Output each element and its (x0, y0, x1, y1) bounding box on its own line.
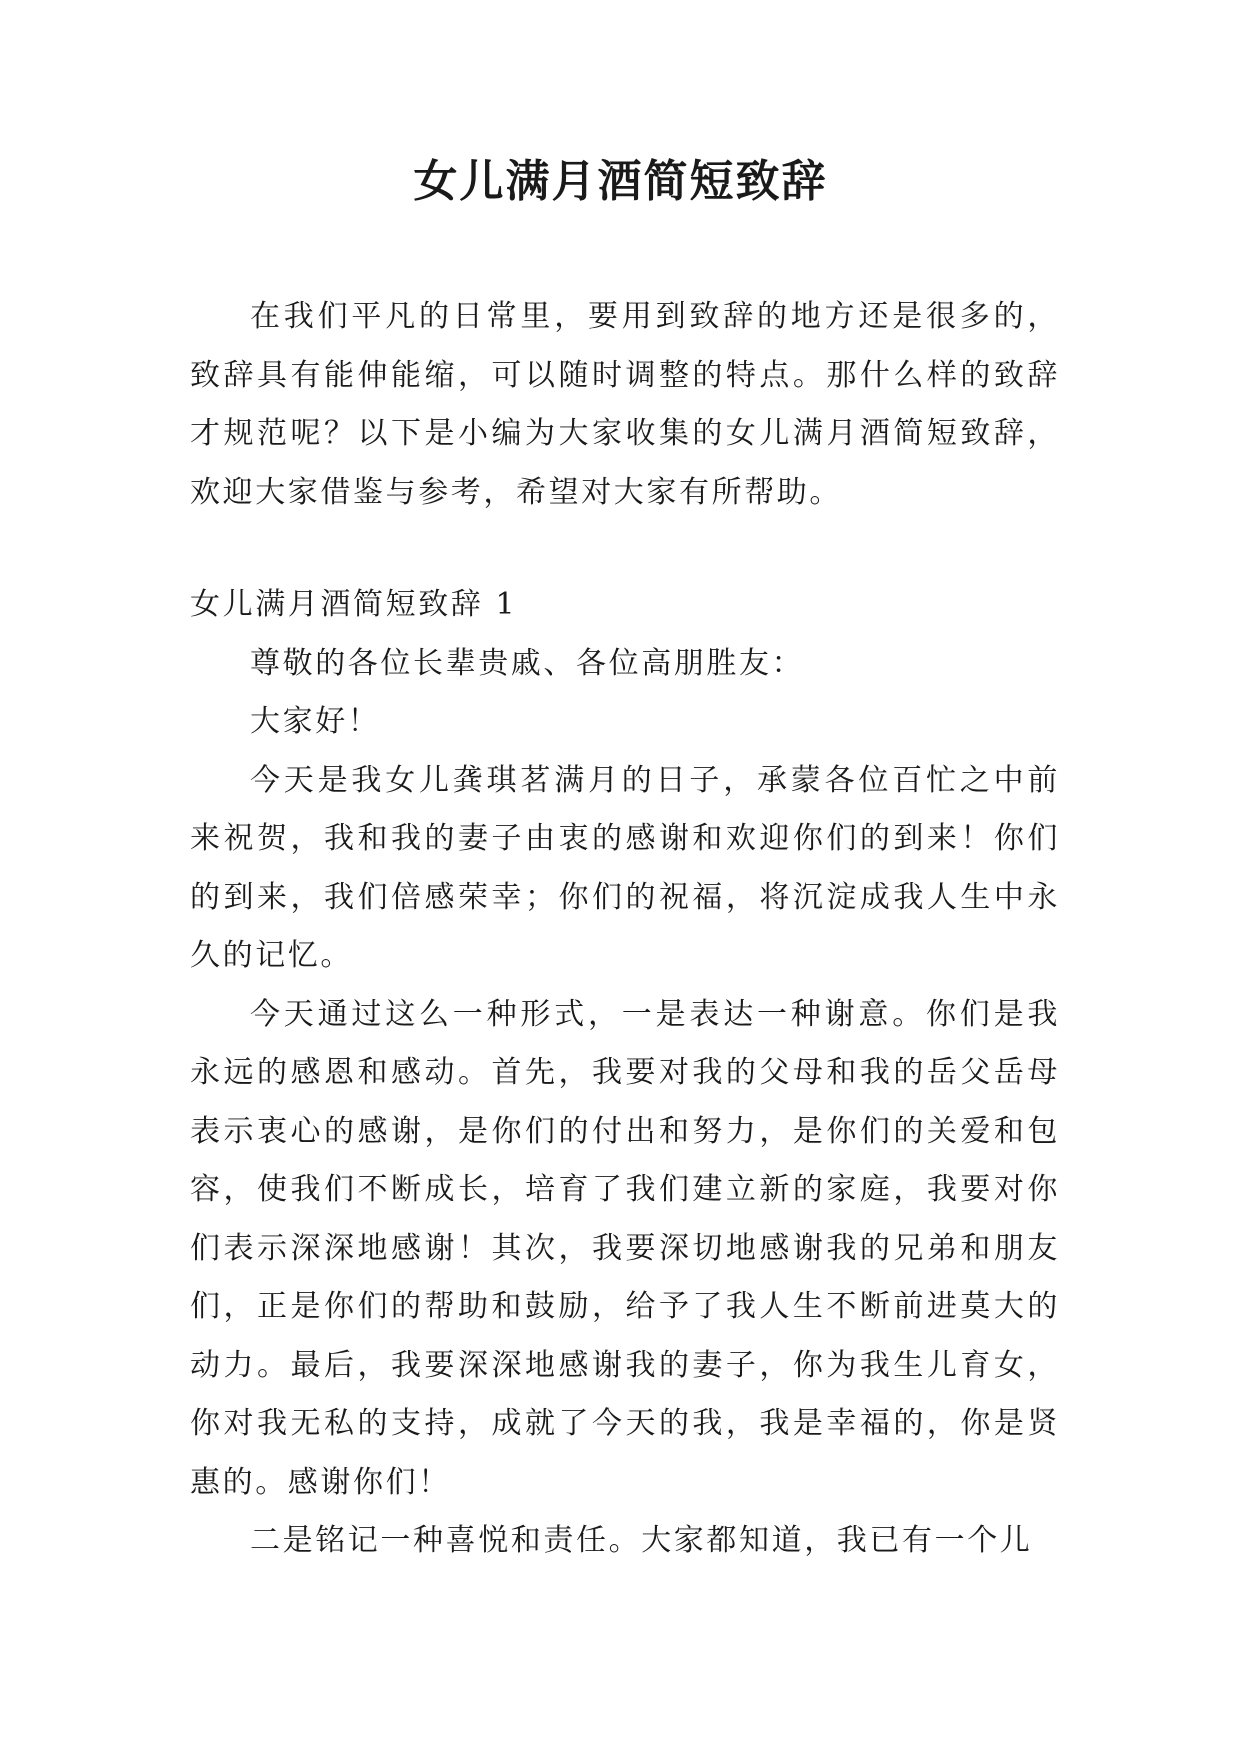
body-paragraph: 二是铭记一种喜悦和责任。大家都知道，我已有一个儿 (250, 1523, 1033, 1558)
salutation-paragraph: 尊敬的各位长辈贵戚、各位高朋胜友： (250, 645, 805, 681)
intro-paragraph: 在我们平凡的日常里，要用到致辞的地方还是很多的，致辞具有能伸能缩，可以随时调整的特点。那什么样的致辞才规范呢？以下是小编为大家收集的女儿满月酒简短致辞，欢迎大家借鉴与参考，希望对大家有所帮助。 (190, 299, 1060, 510)
body-paragraph: 今天通过这么一种形式，一是表达一种谢意。你们是我永远的感恩和感动。首先，我要对我的父母和我的岳父岳母表示衷心的感谢，是你们的付出和努力，是你们的关爱和包容，使我们不断成长，培育了我们建立新的家庭，我要对你们表示深深地感谢！其次，我要深切地感谢我的兄弟和朋友们，正是你们的帮助和鼓励，给予了我人生不断前进莫大的动力。最后，我要深深地感谢我的妻子，你为我生儿育女，你对我无私的支持，成就了今天的我，我是幸福的，你是贤惠的。感谢你们！ (190, 996, 1060, 1500)
body-paragraph: 今天是我女儿龚琪茗满月的日子，承蒙各位百忙之中前来祝贺，我和我的妻子由衷的感谢和欢迎你们的到来！你们的到来，我们倍感荣幸；你们的祝福，将沉淀成我人生中永久的记忆。 (190, 762, 1060, 973)
section-heading: 女儿满月酒简短致辞 1 (190, 587, 518, 622)
greeting-paragraph: 大家好！ (250, 704, 381, 739)
page-title: 女儿满月酒简短致辞 (413, 156, 828, 207)
document-body (190, 288, 1060, 1571)
